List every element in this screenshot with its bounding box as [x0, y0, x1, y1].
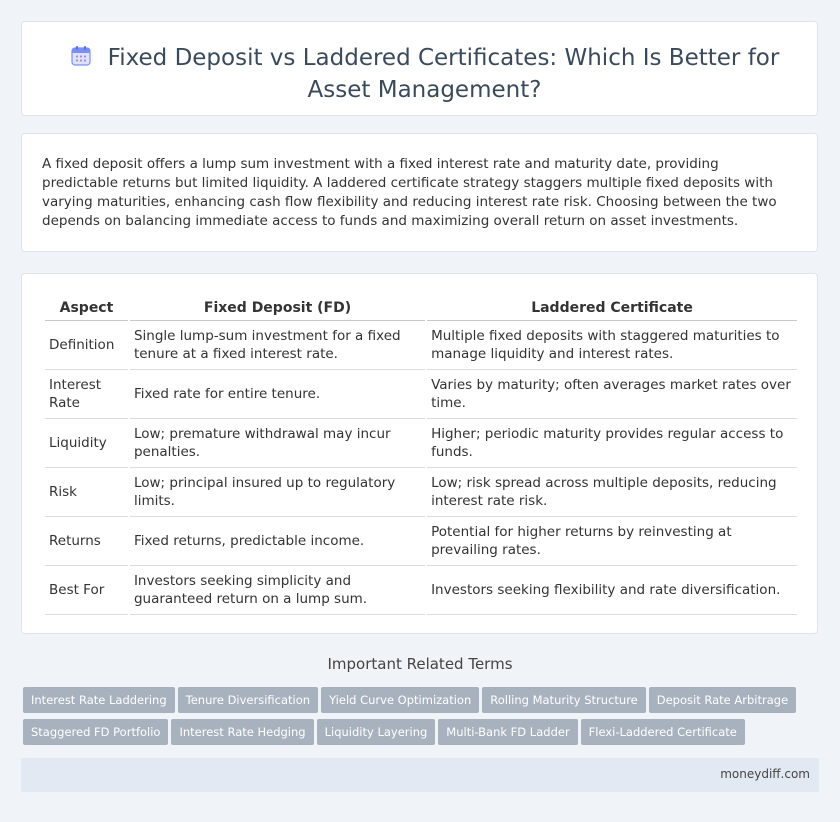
intro-paragraph: A fixed deposit offers a lump sum investment with a fixed interest rate and maturity date, providing predictable returns but limited liquidity. A laddered certificate strategy staggers multiple fixed deposits with varying maturities, enhancing cash flow flexibility and reducing interest rate risk. Choosing between the two depends on balancing immediate access to funds and maximizing overall return on asset investments.	[42, 156, 777, 229]
row-ladder-value: Multiple fixed deposits with staggered maturities to manage liquidity and interest rates.	[427, 321, 797, 370]
calendar-icon	[70, 45, 92, 75]
comparison-card	[21, 273, 818, 634]
row-aspect: Interest Rate	[45, 370, 128, 419]
table-row	[45, 566, 797, 615]
related-term-tag[interactable]: Flexi-Laddered Certificate	[581, 719, 745, 745]
row-fd-value: Fixed rate for entire tenure.	[130, 370, 425, 419]
header-aspect: Aspect	[45, 296, 128, 321]
row-ladder-value: Low; risk spread across multiple deposits, reducing interest rate risk.	[427, 468, 797, 517]
row-aspect: Risk	[45, 468, 128, 517]
row-aspect: Definition	[45, 321, 128, 370]
row-ladder-value: Varies by maturity; often averages market rates over time.	[427, 370, 797, 419]
row-aspect: Best For	[45, 566, 128, 615]
title-card	[21, 21, 818, 116]
related-term-tag[interactable]: Rolling Maturity Structure	[482, 687, 646, 713]
related-term-tag[interactable]: Liquidity Layering	[317, 719, 436, 745]
related-term-tag[interactable]: Interest Rate Laddering	[23, 687, 175, 713]
row-fd-value: Low; principal insured up to regulatory limits.	[130, 468, 425, 517]
related-term-tag[interactable]: Staggered FD Portfolio	[23, 719, 168, 745]
table-row	[45, 321, 797, 370]
intro-card	[21, 133, 818, 252]
table-header-row	[45, 296, 797, 321]
header-laddered-certificate: Laddered Certificate	[427, 296, 797, 321]
table-row	[45, 468, 797, 517]
page-title-text: Fixed Deposit vs Laddered Certificates: Which Is Better for Asset Management?	[107, 45, 780, 103]
table-row	[45, 419, 797, 468]
table-row	[45, 517, 797, 566]
row-ladder-value: Higher; periodic maturity provides regular access to funds.	[427, 419, 797, 468]
row-ladder-value: Potential for higher returns by reinvesting at prevailing rates.	[427, 517, 797, 566]
related-terms-title: Important Related Terms	[327, 655, 513, 673]
related-term-tag[interactable]: Deposit Rate Arbitrage	[649, 687, 796, 713]
row-fd-value: Investors seeking simplicity and guaranteed return on a lump sum.	[130, 566, 425, 615]
footer	[21, 758, 819, 792]
related-term-tag[interactable]: Yield Curve Optimization	[321, 687, 479, 713]
comparison-table	[43, 296, 799, 615]
row-ladder-value: Investors seeking flexibility and rate diversification.	[427, 566, 797, 615]
related-term-tag[interactable]: Multi-Bank FD Ladder	[438, 719, 577, 745]
related-term-tag[interactable]: Interest Rate Hedging	[171, 719, 313, 745]
table-row	[45, 370, 797, 419]
header-fixed-deposit: Fixed Deposit (FD)	[130, 296, 425, 321]
row-fd-value: Low; premature withdrawal may incur penalties.	[130, 419, 425, 468]
row-aspect: Liquidity	[45, 419, 128, 468]
related-term-tag[interactable]: Tenure Diversification	[178, 687, 318, 713]
row-fd-value: Fixed returns, predictable income.	[130, 517, 425, 566]
row-aspect: Returns	[45, 517, 128, 566]
page-title	[52, 43, 797, 105]
related-terms-list	[23, 687, 823, 751]
row-fd-value: Single lump-sum investment for a fixed tenure at a fixed interest rate.	[130, 321, 425, 370]
footer-site-link[interactable]: moneydiff.com	[720, 767, 810, 781]
